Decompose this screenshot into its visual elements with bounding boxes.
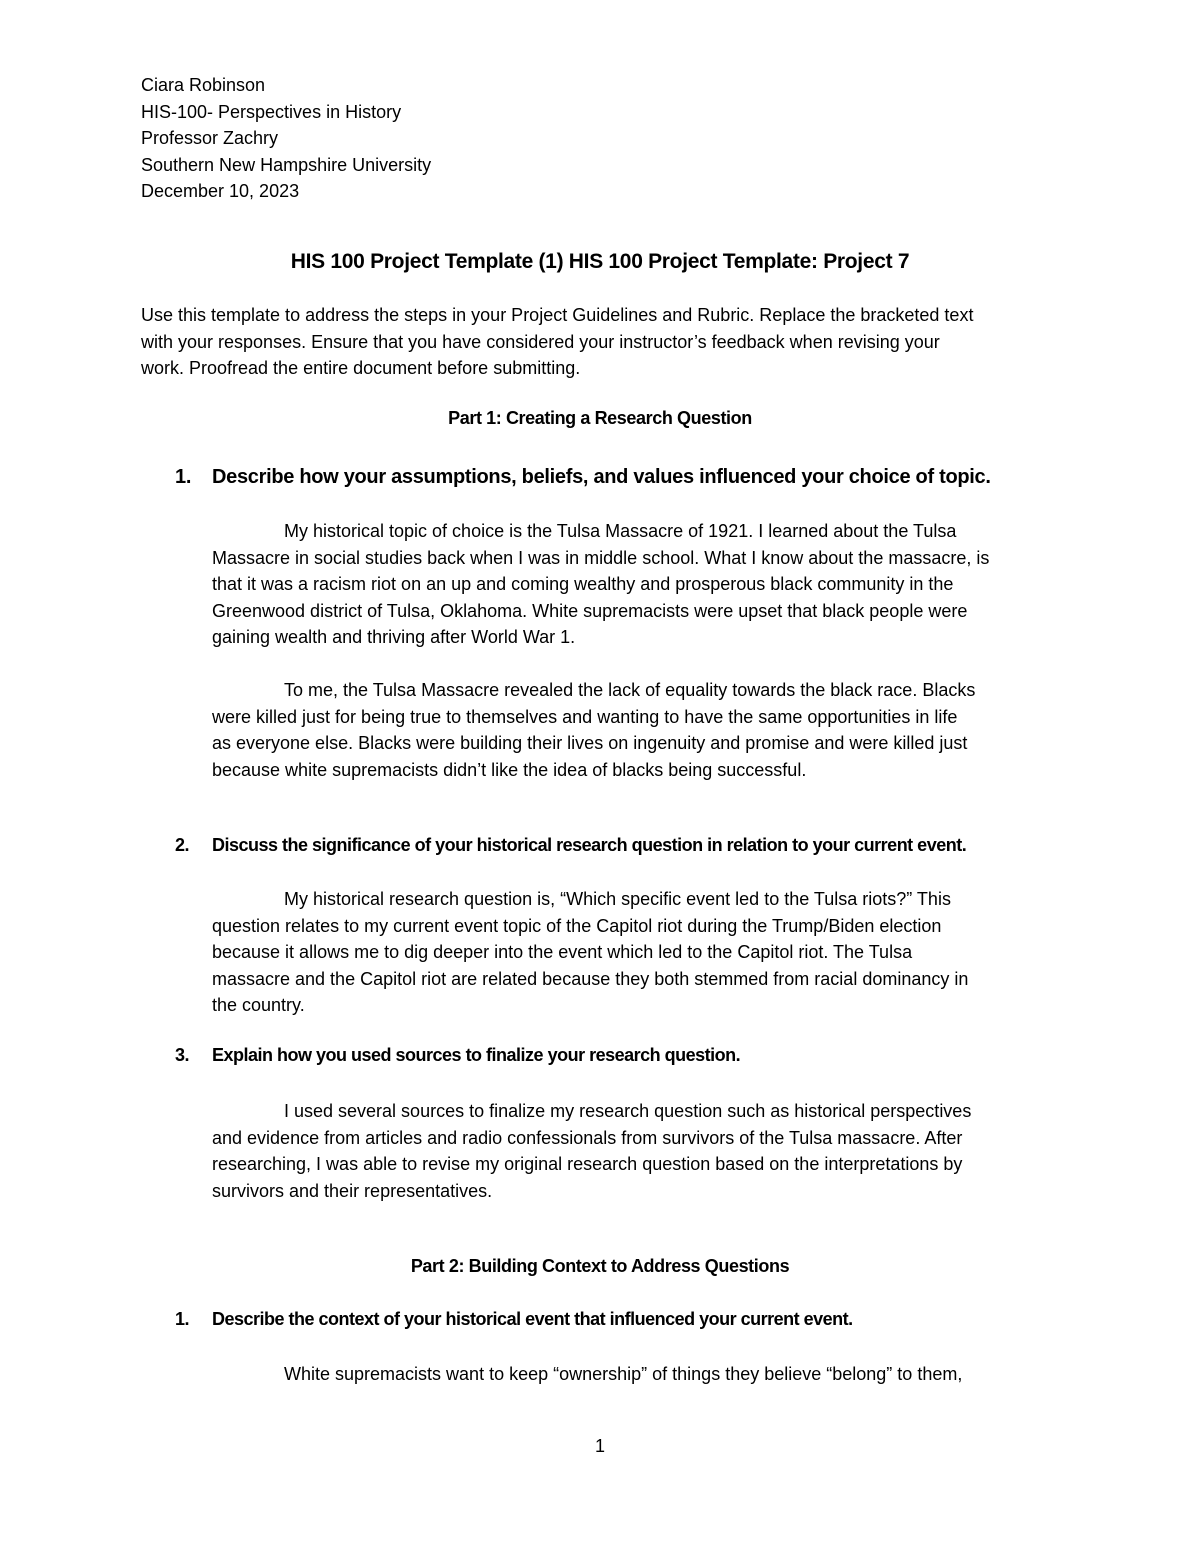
paragraph-line: I used several sources to finalize my research question such as historical perspectives	[284, 1101, 972, 1121]
part2-answer-1	[212, 1361, 1072, 1388]
page-number: 1	[594, 1436, 605, 1456]
paragraph-line: question relates to my current event topic of the Capitol riot during the Trump/Biden election	[212, 915, 942, 936]
paragraph-line: My historical topic of choice is the Tulsa Massacre of 1921. I learned about the Tulsa	[284, 521, 957, 541]
question-text: Discuss the significance of your historical research question in relation to your current event.	[212, 835, 967, 855]
part1-answer-1-paragraph-2	[212, 677, 1072, 783]
intro-line: work. Proofread the entire document before submitting.	[141, 358, 581, 378]
paragraph-line: researching, I was able to revise my original research question based on the interpretations by	[212, 1154, 963, 1174]
paragraph-line: survivors and their representatives.	[212, 1180, 493, 1201]
paragraph-line: White supremacists want to keep “ownership” of things they believe “belong” to them,	[284, 1364, 963, 1384]
paragraph-line: My historical research question is, “Which specific event led to the Tulsa riots?” This	[284, 889, 951, 909]
paragraph-line: To me, the Tulsa Massacre revealed the lack of equality towards the black race. Blacks	[284, 680, 976, 700]
part2-heading: Part 2: Building Context to Address Questions	[410, 1256, 790, 1276]
paragraph-line: that it was a racism riot on an up and coming wealthy and prosperous black community in the	[212, 574, 954, 594]
paragraph-line: were killed just for being true to themselves and wanting to have the same opportunities in life	[212, 706, 958, 727]
question-number: 1.	[175, 466, 192, 488]
intro-line: with your responses. Ensure that you have considered your instructor’s feedback when revising your	[141, 331, 940, 352]
paragraph-line: because it allows me to dig deeper into the event which led to the Capitol riot. The Tulsa	[212, 942, 913, 962]
paragraph-line: massacre and the Capitol riot are related because they both stemmed from racial dominancy in	[212, 968, 969, 989]
paragraph-line: gaining wealth and thriving after World War 1.	[212, 627, 576, 647]
document-title: HIS 100 Project Template (1) HIS 100 Project Template: Project 7	[290, 250, 910, 273]
document-date: December 10, 2023	[141, 181, 300, 201]
author-header	[141, 72, 431, 205]
paragraph-line: Greenwood district of Tulsa, Oklahoma. White supremacists were upset that black people were	[212, 600, 968, 621]
part1-answer-3	[212, 1098, 1072, 1204]
question-number: 1.	[175, 1309, 190, 1329]
paragraph-line: Massacre in social studies back when I was in middle school. What I know about the massacre, is	[212, 547, 990, 568]
part1-answer-2	[212, 886, 1072, 1019]
university-name: Southern New Hampshire University	[141, 154, 432, 175]
part1-answer-1-paragraph-1	[212, 518, 1072, 651]
paragraph-line: the country.	[212, 995, 305, 1015]
question-text: Describe the context of your historical event that influenced your current event.	[212, 1309, 853, 1329]
question-text: Describe how your assumptions, beliefs, and values influenced your choice of topic.	[212, 466, 991, 488]
paragraph-line: as everyone else. Blacks were building their lives on ingenuity and promise and were killed just	[212, 733, 968, 753]
question-number: 2.	[175, 835, 190, 855]
question-number: 3.	[175, 1045, 190, 1065]
course-name: HIS-100- Perspectives in History	[141, 101, 402, 122]
question-text: Explain how you used sources to finalize your research question.	[212, 1045, 741, 1065]
paragraph-line: because white supremacists didn’t like the idea of blacks being successful.	[212, 759, 807, 780]
paragraph-line: and evidence from articles and radio confessionals from survivors of the Tulsa massacre. After	[212, 1127, 963, 1148]
professor-name: Professor Zachry	[141, 128, 279, 148]
intro-line: Use this template to address the steps in your Project Guidelines and Rubric. Replace the bracketed text	[141, 305, 974, 325]
intro-paragraph	[141, 302, 1071, 382]
author-name: Ciara Robinson	[141, 75, 266, 95]
part1-heading: Part 1: Creating a Research Question	[448, 408, 752, 428]
